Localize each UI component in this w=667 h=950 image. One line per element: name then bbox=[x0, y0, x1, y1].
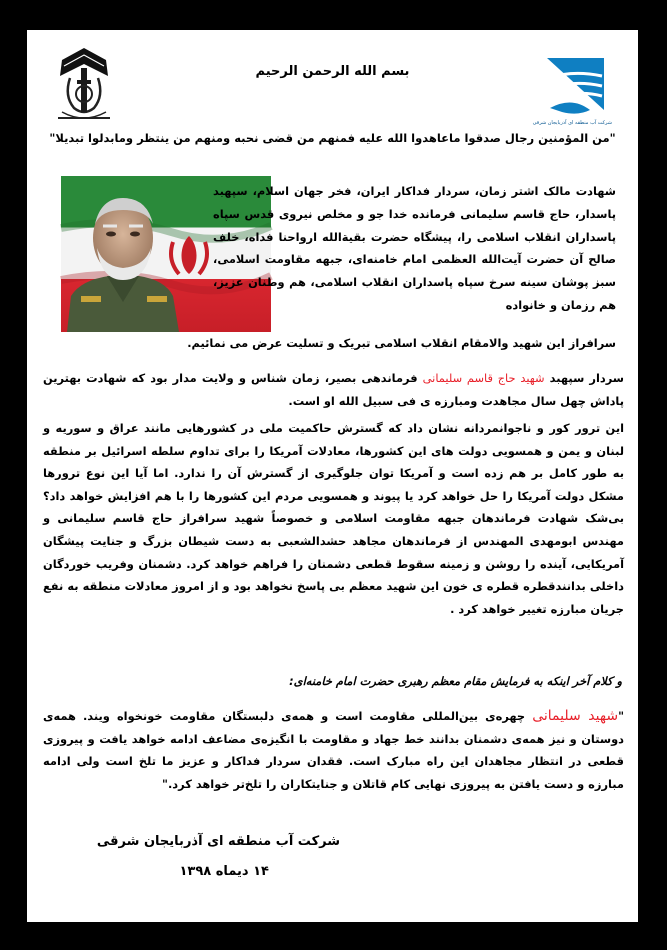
bismillah-heading: بسم الله الرحمن الرحیم bbox=[255, 64, 410, 79]
company-logo-icon bbox=[532, 50, 612, 126]
paragraph-commander-after: فرماندهی بصیر، زمان شناس و ولایت مدار بود که شهادت بهترین پاداش چهل سال مجاهدت ومبارزه ی فی سبیل الله او است. bbox=[43, 371, 624, 408]
signature-organization: شرکت آب منطقه ای آذربایجان شرقی bbox=[96, 834, 340, 849]
quote-rest: چهره‌ی بین‌المللی مقاومت است و همه‌ی دلبستگان مقاومت خونخواه ویند. همه‌ی دوستان و نیز همه‌ی دشمنان بدانند خط جهاد و مقاومت با انگیزه‌ی مضاعف ادامه خواهد یافت و پیروزی قطعی در انتظار مجاهدان این راه مبارک است. فقدان سردار فداکار و عزیز ما تلخ است ولی ادامه مبارزه و دست یافتن به پیروزی نهایی کام قاتلان و جنایتکاران را تلخ‌تر خواهد کرد." bbox=[43, 709, 624, 791]
martyr-name-highlight: شهید حاج قاسم سلیمانی bbox=[422, 371, 545, 385]
signature-date: ۱۴ دیماه ۱۳۹۸ bbox=[179, 864, 269, 879]
paragraph-tribute-text: شهادت مالک اشتر زمان، سردار فداکار ایران، فخر جهان اسلام، سپهبد پاسدار، حاج قاسم سلیمانی فرمانده خدا جو و مخلص نیروی قدس سپاه پاسداران انقلاب اسلامی را، پیشگاه حضرت بقیةالله ارواحنا فداه، خلف صالح آن حضرت آیت‌الله العظمی امام خامنه‌ای، جبهه مقاومت اسلامی، سبز پوشان سینه سرخ سپاه پاسداران انقلاب اسلامی، هم وطنان عزیز، هم رزمان و خانواده bbox=[213, 184, 616, 312]
company-logo-caption: شرکت آب منطقه ای آذربایجان شرقی bbox=[532, 120, 612, 126]
irgc-emblem-icon bbox=[50, 42, 118, 126]
paragraph-commander bbox=[43, 367, 624, 412]
paragraph-leader-quote bbox=[43, 705, 624, 795]
paragraph-tribute-tail: سرافراز این شهید والامقام انقلاب اسلامی تبریک و تسلیت عرض می نمائیم. bbox=[187, 336, 616, 350]
quote-name-highlight: شهید سلیمانی bbox=[532, 708, 619, 724]
paragraph-analysis: این ترور کور و ناجوانمردانه نشان داد که گسترش حاکمیت ملی در کشورهایی مانند عراق و سوریه و لبنان و یمن و همسویی دولت های این کشورها، معادلات آمریکا را برای تداوم سلطه اسرائیل بر منطقه به طور کامل بر هم زده است و آمریکا توان جلوگیری از گسترش آن را ندارد. اما آیا این نوع ترورها مشکل دولت آمریکا را حل خواهد کرد یا پیوند و همسویی مردم این کشورها را با هم افزایش خواهد داد؟ بی‌شک شهادت فرماندهان جبهه مقاومت اسلامی و خصوصاً شهید سرافراز حاج قاسم سلیمانی و مهندس ابومهدی المهندس از فرماندهان مجاهد حشدالشعبی به دست شیطان بزرگ و جنایت پیشگان آمریکایی، آینده را روشن و زمینه سقوط قطعی دشمنان را فراهم خواهد کرد. دشمنان وفریب خوردگان داخلی بدانندقطره قطره ی خون این شهید معظم بی پاسخ نخواهد بود و از امروز معادلات منطقه به نفع جریان مبارزه تغییر خواهد کرد . bbox=[43, 421, 624, 616]
quran-verse: "من المؤمنین رجال صدقوا ماعاهدوا الله علیه فمنهم من قضی نحبه ومنهم من ینتظر ومابدلوا تبدیلا" bbox=[49, 131, 616, 145]
paragraph-leader-intro: و کلام آخر اینکه به فرمایش مقام معظم رهبری حضرت امام خامنه‌ای: bbox=[289, 674, 622, 688]
paragraph-tribute bbox=[213, 180, 616, 317]
notice-frame bbox=[27, 30, 638, 922]
paragraph-commander-before: سردار سپهبد bbox=[544, 371, 624, 385]
quote-open-mark: " bbox=[618, 709, 624, 723]
